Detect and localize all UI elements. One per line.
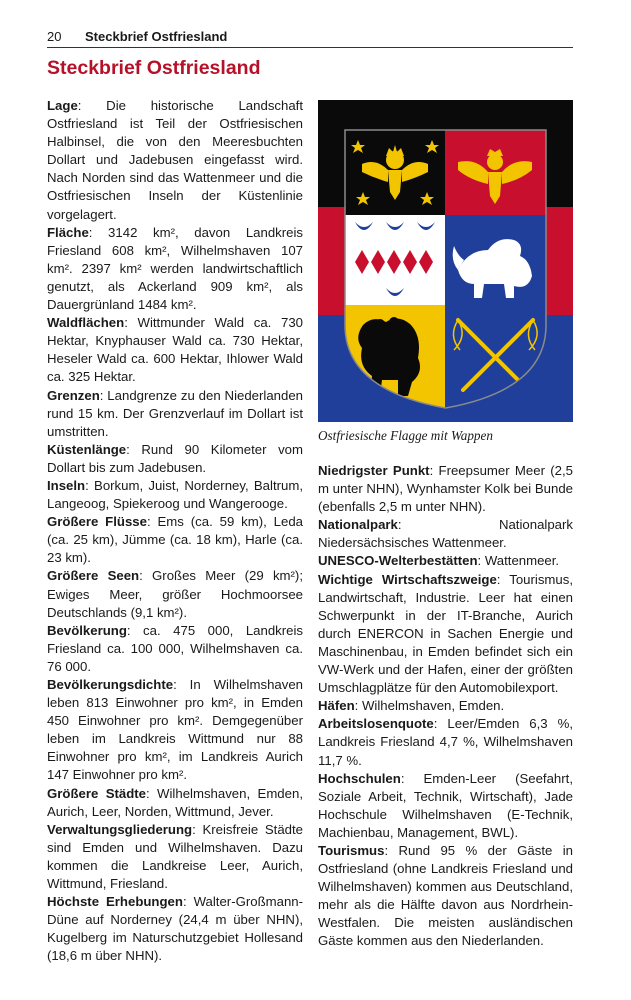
entry-lage: Lage: Die historische Landschaft Ostfriesland ist Teil der Ostfriesischen Halbinsel, die von den Meeresbuchten Dollart und Jadebusen eingefasst wird. Nach Norden sind das Wattenmeer und die Ostfriesischen Inseln der Küstenlinie vorgelagert. (47, 98, 303, 222)
running-header (47, 27, 573, 48)
entry-verwaltungsgliederung: Verwaltungsgliederung: Kreisfreie Städte sind Emden und Wilhelmshaven. Dazu kommen die Landkreise Leer, Aurich, Wittmund, Friesland. (47, 821, 303, 892)
entry-arbeitslosenquote: Arbeitslosenquote: Leer/Emden 6,3 %, Landkreis Friesland 4,7 %, Wilhelmshaven 11,7 %. (318, 716, 573, 768)
entry-seen: Größere Seen: Großes Meer (29 km²); Ewiges Meer, größer Hochmoorsee Deutschlands (9,1 km²). (47, 568, 303, 620)
entry-waldflaechen: Waldflächen: Wittmunder Wald ca. 730 Hektar, Knyphauser Wald ca. 730 Hektar, Heseler Wald ca. 600 Hektar, Ihlower Wald ca. 325 Hektar. (47, 315, 303, 385)
entry-hochschulen: Hochschulen: Emden-Leer (Seefahrt, Soziale Arbeit, Technik, Wirtschaft), Jade Hochschule Wilhelmshaven (E-Technik, Machienbau, Management, BWL). (318, 770, 573, 840)
entry-bevoelkerung: Bevölkerung: ca. 475 000, Landkreis Friesland ca. 100 000, Wilhelmshaven ca. 76 000. (47, 622, 303, 674)
figure-caption: Ostfriesische Flagge mit Wappen (318, 428, 493, 443)
page-number: 20 (47, 29, 62, 44)
entry-unesco: UNESCO-Welterbestätten: Wattenmeer. (318, 553, 560, 569)
entry-nationalpark: Nationalpark: Nationalpark Niedersächsisches Wattenmeer. (318, 517, 573, 551)
entry-erhebungen: Höchste Erhebungen: Walter-Großmann-Düne auf Norderney (24,4 m über NHN), Kugelberg im Naturschutzgebiet Hollesand (18,6 m über NHN). (47, 894, 303, 964)
entry-wirtschaftszweige: Wichtige Wirtschaftszweige: Tourismus, Landwirtschaft, Industrie. Leer hat einen Schwerpunkt in der IT-Branche, Aurich durch ENERCON in Sachen Energie und Maschinenbau, in Emden befindet sich ein VW-Werk und der Hafen, einer der größten Umschlagplätze für den Automobilexport. (318, 571, 573, 696)
entry-niedrigster-punkt: Niedrigster Punkt: Freepsumer Meer (2,5 m unter NHN), Wynhamster Kolk bei Bunde (ebenfalls 2,5 m unter NHN). (318, 463, 573, 515)
entry-fluesse: Größere Flüsse: Ems (ca. 59 km), Leda (ca. 25 km), Jümme (ca. 18 km), Harle (ca. 23 km). (47, 514, 304, 566)
entry-bevoelkerungsdichte: Bevölkerungsdichte: In Wilhelmshaven leben 813 Einwohner pro km², in Emden 450 Einwohner pro km². Demgegenüber leben im Landkreis Wittmund nur 88 Einwohner pro km², im Landkreis Aurich 147 Einwohner pro km². (47, 677, 303, 783)
page-title: Steckbrief Ostfriesland (47, 57, 261, 79)
entry-tourismus: Tourismus: Rund 95 % der Gäste in Ostfriesland (ohne Landkreis Friesland und Wilhelmshaven) kommen aus Deutschland, mehr als die Hälfte davon aus Nordrhein-Westfalen. Die meisten ausländischen Gäste kommen aus den Niederlanden. (318, 842, 573, 949)
entry-flaeche: Fläche: 3142 km², davon Landkreis Friesland 608 km², Wilhelmshaven 107 km². 2397 km² werden landwirtschaftlich genutzt, als Ackerland 909 km², als Dauergrünland 1484 km². (47, 224, 303, 313)
left-column (47, 97, 303, 966)
right-column (318, 462, 573, 951)
entry-haefen: Häfen: Wilhelmshaven, Emden. (318, 698, 505, 714)
entry-staedte: Größere Städte: Wilhelmshaven, Emden, Aurich, Leer, Norden, Wittmund, Jever. (47, 785, 303, 819)
entry-grenzen: Grenzen: Landgrenze zu den Niederlanden rund 15 km. Der Grenzverlauf im Dollart ist umstritten. (47, 387, 303, 439)
entry-kuestenlaenge: Küstenlänge: Rund 90 Kilometer vom Dollart bis zum Jadebusen. (47, 441, 303, 475)
entry-inseln: Inseln: Borkum, Juist, Norderney, Baltrum, Langeoog, Spiekeroog und Wangerooge. (47, 477, 303, 512)
running-title: Steckbrief Ostfriesland (85, 29, 228, 44)
flag-with-coat-of-arms (318, 100, 573, 422)
